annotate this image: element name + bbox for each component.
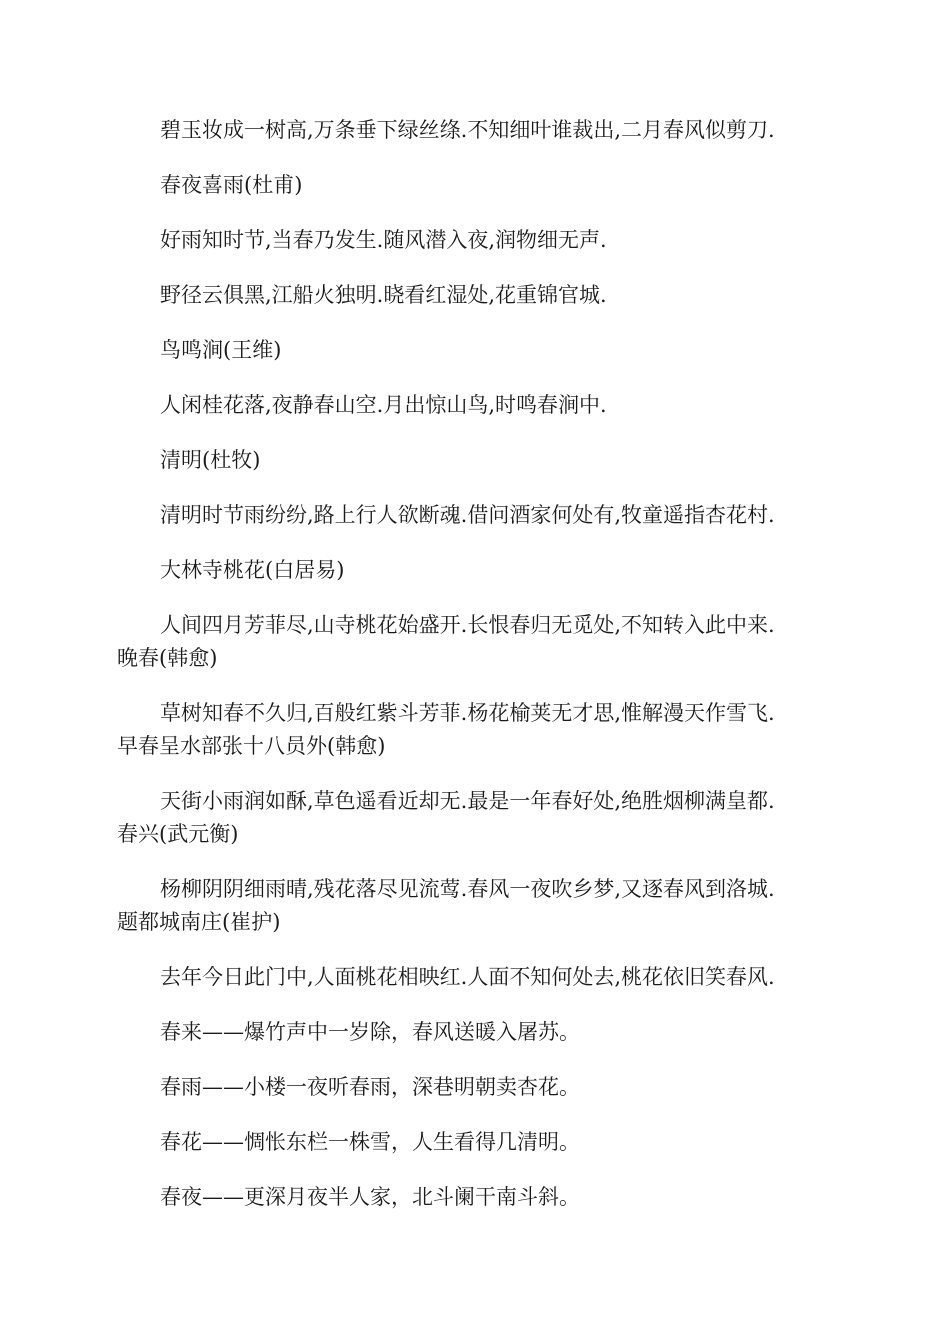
poem-title: 春夜喜雨(杜甫) xyxy=(160,173,303,197)
poem-title: 大林寺桃花(白居易) xyxy=(160,558,345,582)
poem-line: 野径云俱黑,江船火独明.晓看红湿处,花重锦官城. xyxy=(160,283,607,307)
poem-line: 去年今日此门中,人面桃花相映红.人面不知何处去,桃花依旧笑春风. xyxy=(160,965,775,989)
spring-line: 春花——惆怅东栏一株雪，人生看得几清明。 xyxy=(160,1130,580,1154)
poem-line: 人间四月芳菲尽,山寺桃花始盛开.长恨春归无觅处,不知转入此中来. xyxy=(160,613,775,637)
poem-line: 天街小雨润如酥,草色遥看近却无.最是一年春好处,绝胜烟柳满皇都. xyxy=(160,789,775,813)
spring-line: 春雨——小楼一夜听春雨，深巷明朝卖杏花。 xyxy=(160,1075,580,1099)
poem-title: 晚春(韩愈) xyxy=(117,646,218,670)
spring-line: 春夜——更深月夜半人家，北斗阑干南斗斜。 xyxy=(160,1185,580,1209)
poem-line: 人闲桂花落,夜静春山空.月出惊山鸟,时鸣春涧中. xyxy=(160,393,607,417)
poem-title: 鸟鸣涧(王维) xyxy=(160,338,282,362)
poem-line: 草树知春不久归,百般红紫斗芳菲.杨花榆荚无才思,惟解漫天作雪飞. xyxy=(160,701,775,725)
spring-line: 春来——爆竹声中一岁除，春风送暖入屠苏。 xyxy=(160,1020,580,1044)
poem-title: 春兴(武元衡) xyxy=(117,822,239,846)
poem-line: 好雨知时节,当春乃发生.随风潜入夜,润物细无声. xyxy=(160,228,607,252)
poem-line: 清明时节雨纷纷,路上行人欲断魂.借问酒家何处有,牧童遥指杏花村. xyxy=(160,503,775,527)
poem-title: 清明(杜牧) xyxy=(160,448,261,472)
poem-line: 碧玉妆成一树高,万条垂下绿丝绦.不知细叶谁裁出,二月春风似剪刀. xyxy=(160,118,775,142)
poem-title: 早春呈水部张十八员外(韩愈) xyxy=(117,734,386,758)
poem-title: 题都城南庄(崔护) xyxy=(117,910,281,934)
poem-line: 杨柳阴阴细雨晴,残花落尽见流莺.春风一夜吹乡梦,又逐春风到洛城. xyxy=(160,877,775,901)
